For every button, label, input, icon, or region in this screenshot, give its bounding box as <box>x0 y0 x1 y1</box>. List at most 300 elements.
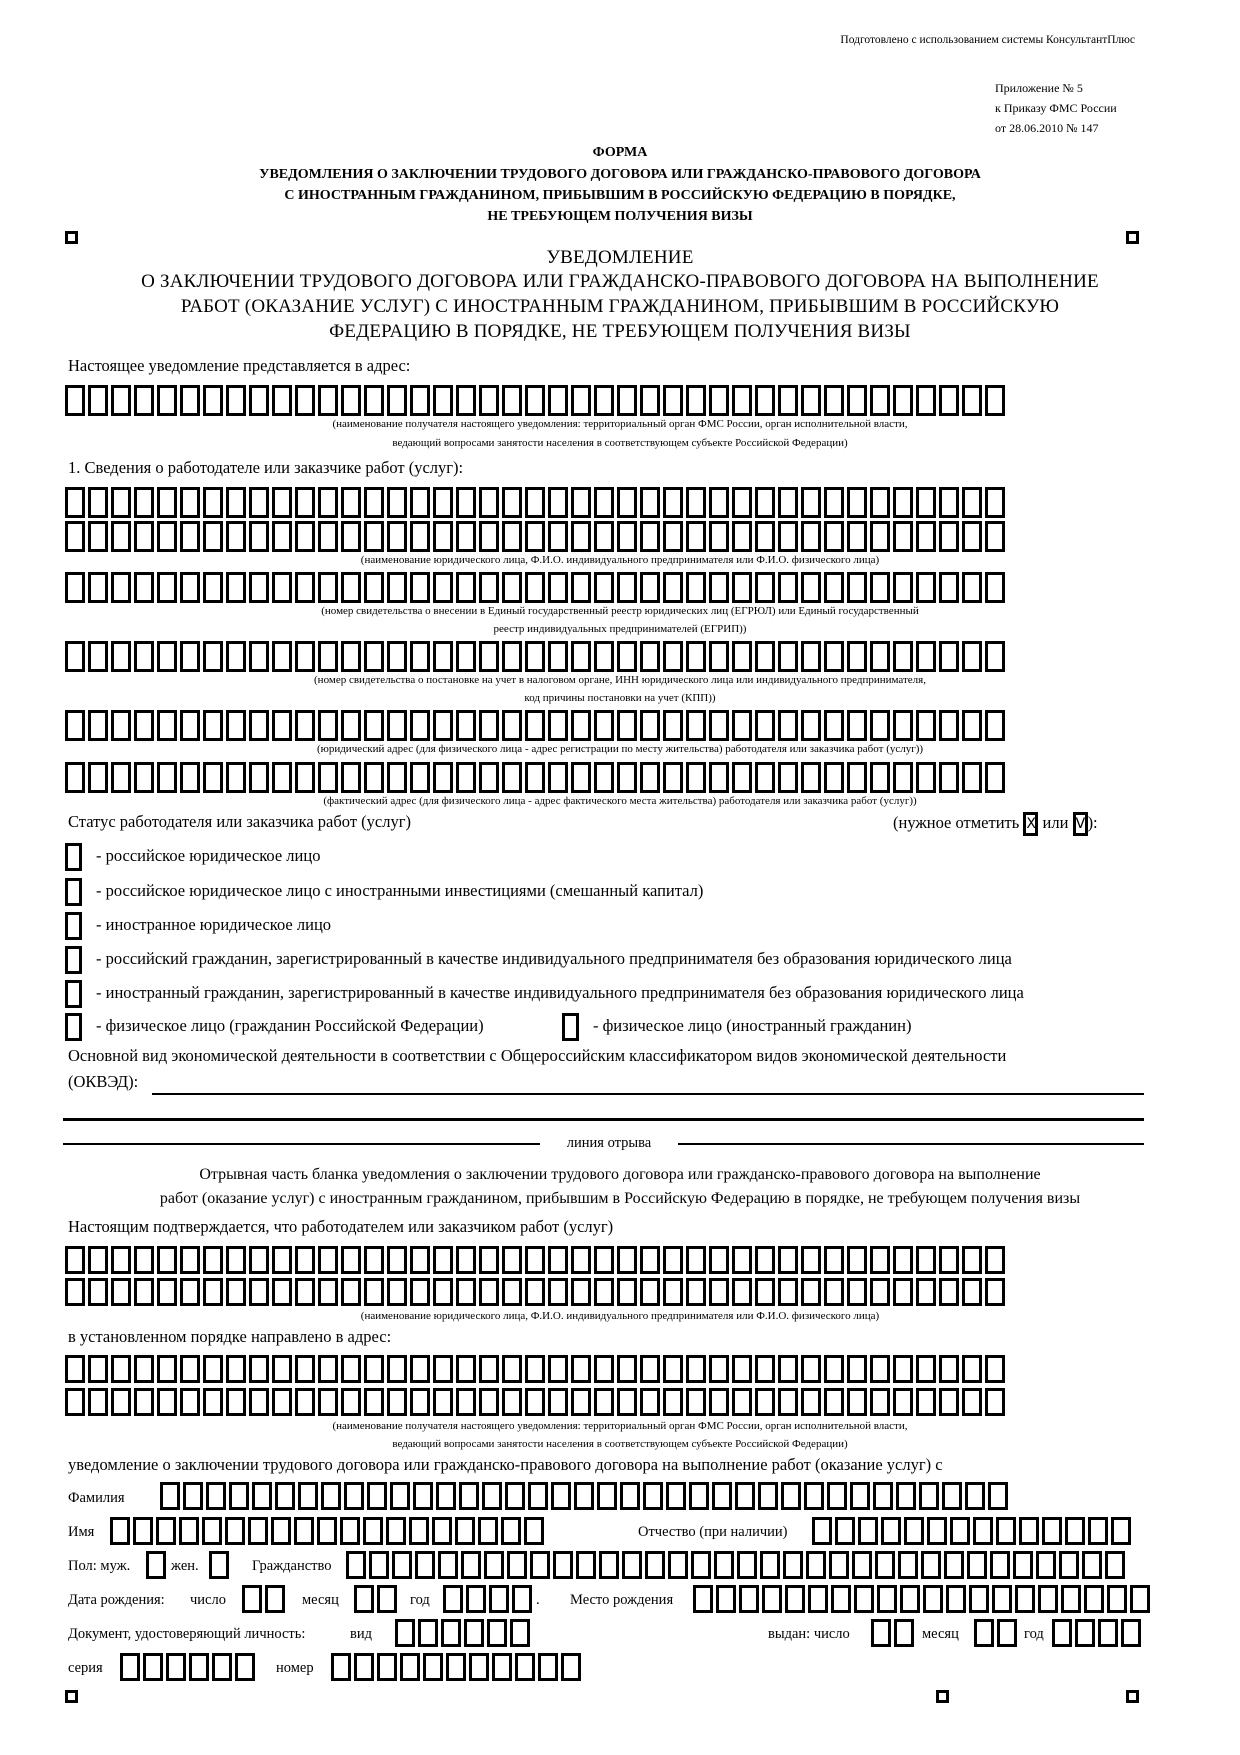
char-cell[interactable] <box>226 572 246 603</box>
char-cell[interactable] <box>709 385 729 416</box>
char-cell[interactable] <box>755 1278 775 1306</box>
char-cell[interactable] <box>939 487 959 518</box>
char-cell[interactable] <box>484 1551 504 1579</box>
char-cell[interactable] <box>88 710 108 741</box>
char-cell[interactable] <box>502 487 522 518</box>
char-cell[interactable] <box>318 641 338 672</box>
char-cell[interactable] <box>479 762 499 793</box>
char-cell[interactable] <box>594 487 614 518</box>
char-cell[interactable] <box>1038 1585 1058 1613</box>
char-cell[interactable] <box>525 385 545 416</box>
char-cell[interactable] <box>482 1482 502 1510</box>
char-cell[interactable] <box>962 1388 982 1416</box>
char-cell[interactable] <box>760 1551 780 1579</box>
char-cell[interactable] <box>686 1388 706 1416</box>
char-cell[interactable] <box>134 487 154 518</box>
char-cell[interactable] <box>507 1551 527 1579</box>
char-cell[interactable] <box>824 572 844 603</box>
char-cell[interactable] <box>479 487 499 518</box>
char-cell[interactable] <box>400 1653 420 1681</box>
char-cell[interactable] <box>179 1517 199 1545</box>
char-cell[interactable] <box>686 762 706 793</box>
char-cell[interactable] <box>110 1517 130 1545</box>
char-cell[interactable] <box>732 572 752 603</box>
char-cell[interactable] <box>364 710 384 741</box>
char-cell[interactable] <box>146 1551 166 1579</box>
employer-name-cells[interactable] <box>65 521 1008 552</box>
char-cell[interactable] <box>134 762 154 793</box>
char-cell[interactable] <box>870 1388 890 1416</box>
char-cell[interactable] <box>686 710 706 741</box>
char-cell[interactable] <box>847 1278 867 1306</box>
char-cell[interactable] <box>525 710 545 741</box>
char-cell[interactable] <box>203 385 223 416</box>
char-cell[interactable] <box>295 710 315 741</box>
char-cell[interactable] <box>732 641 752 672</box>
char-cell[interactable] <box>387 1355 407 1383</box>
char-cell[interactable] <box>317 1517 337 1545</box>
char-cell[interactable] <box>249 641 269 672</box>
char-cell[interactable] <box>900 1585 920 1613</box>
char-cell[interactable] <box>898 1551 918 1579</box>
char-cell[interactable] <box>344 1482 364 1510</box>
char-cell[interactable] <box>548 1388 568 1416</box>
char-cell[interactable] <box>410 385 430 416</box>
char-cell[interactable] <box>272 572 292 603</box>
char-cell[interactable] <box>548 385 568 416</box>
char-cell[interactable] <box>594 1246 614 1274</box>
char-cell[interactable] <box>436 1482 456 1510</box>
char-cell[interactable] <box>824 521 844 552</box>
char-cell[interactable] <box>620 1482 640 1510</box>
char-cell[interactable] <box>919 1482 939 1510</box>
surname-cells[interactable] <box>160 1482 1011 1510</box>
char-cell[interactable] <box>180 1388 200 1416</box>
char-cell[interactable] <box>456 487 476 518</box>
char-cell[interactable] <box>157 1355 177 1383</box>
char-cell[interactable] <box>386 1517 406 1545</box>
char-cell[interactable] <box>505 1482 525 1510</box>
char-cell[interactable] <box>548 1246 568 1274</box>
char-cell[interactable] <box>502 641 522 672</box>
char-cell[interactable] <box>88 1388 108 1416</box>
citizenship-cells[interactable] <box>346 1551 1128 1579</box>
char-cell[interactable] <box>663 1355 683 1383</box>
char-cell[interactable] <box>755 521 775 552</box>
char-cell[interactable] <box>65 1278 85 1306</box>
char-cell[interactable] <box>272 1355 292 1383</box>
birth-month-cells[interactable] <box>354 1585 400 1613</box>
char-cell[interactable] <box>341 641 361 672</box>
char-cell[interactable] <box>916 385 936 416</box>
char-cell[interactable] <box>962 1246 982 1274</box>
char-cell[interactable] <box>456 1355 476 1383</box>
char-cell[interactable] <box>111 487 131 518</box>
char-cell[interactable] <box>824 385 844 416</box>
char-cell[interactable] <box>387 487 407 518</box>
char-cell[interactable] <box>801 1355 821 1383</box>
char-cell[interactable] <box>732 1355 752 1383</box>
char-cell[interactable] <box>229 1482 249 1510</box>
char-cell[interactable] <box>502 762 522 793</box>
char-cell[interactable] <box>781 1482 801 1510</box>
char-cell[interactable] <box>65 1246 85 1274</box>
char-cell[interactable] <box>597 1482 617 1510</box>
char-cell[interactable] <box>478 1517 498 1545</box>
char-cell[interactable] <box>916 1355 936 1383</box>
char-cell[interactable] <box>1052 1619 1072 1647</box>
char-cell[interactable] <box>663 487 683 518</box>
char-cell[interactable] <box>364 1246 384 1274</box>
char-cell[interactable] <box>594 641 614 672</box>
char-cell[interactable] <box>456 572 476 603</box>
char-cell[interactable] <box>992 1585 1012 1613</box>
char-cell[interactable] <box>824 1278 844 1306</box>
char-cell[interactable] <box>180 385 200 416</box>
char-cell[interactable] <box>847 1388 867 1416</box>
char-cell[interactable] <box>778 710 798 741</box>
char-cell[interactable] <box>410 521 430 552</box>
char-cell[interactable] <box>829 1551 849 1579</box>
char-cell[interactable] <box>410 1355 430 1383</box>
char-cell[interactable] <box>847 1355 867 1383</box>
char-cell[interactable] <box>1065 1517 1085 1545</box>
char-cell[interactable] <box>272 762 292 793</box>
char-cell[interactable] <box>456 521 476 552</box>
char-cell[interactable] <box>340 1517 360 1545</box>
char-cell[interactable] <box>755 641 775 672</box>
char-cell[interactable] <box>709 762 729 793</box>
char-cell[interactable] <box>203 521 223 552</box>
char-cell[interactable] <box>847 385 867 416</box>
char-cell[interactable] <box>206 1482 226 1510</box>
employer-name-cells[interactable] <box>65 487 1008 518</box>
char-cell[interactable] <box>962 641 982 672</box>
char-cell[interactable] <box>997 1619 1017 1647</box>
char-cell[interactable] <box>1088 1517 1108 1545</box>
char-cell[interactable] <box>548 487 568 518</box>
char-cell[interactable] <box>893 572 913 603</box>
char-cell[interactable] <box>341 710 361 741</box>
char-cell[interactable] <box>410 487 430 518</box>
char-cell[interactable] <box>487 1619 507 1647</box>
char-cell[interactable] <box>640 1278 660 1306</box>
char-cell[interactable] <box>689 1482 709 1510</box>
char-cell[interactable] <box>594 1355 614 1383</box>
char-cell[interactable] <box>709 1246 729 1274</box>
char-cell[interactable] <box>272 641 292 672</box>
char-cell[interactable] <box>65 641 85 672</box>
char-cell[interactable] <box>479 641 499 672</box>
char-cell[interactable] <box>640 762 660 793</box>
char-cell[interactable] <box>847 762 867 793</box>
char-cell[interactable] <box>502 710 522 741</box>
char-cell[interactable] <box>571 1388 591 1416</box>
char-cell[interactable] <box>456 641 476 672</box>
char-cell[interactable] <box>120 1653 140 1681</box>
patronymic-cells[interactable] <box>812 1517 1134 1545</box>
char-cell[interactable] <box>387 762 407 793</box>
char-cell[interactable] <box>157 762 177 793</box>
char-cell[interactable] <box>1061 1585 1081 1613</box>
recipient-cells[interactable] <box>65 385 1008 416</box>
char-cell[interactable] <box>265 1585 285 1613</box>
char-cell[interactable] <box>785 1585 805 1613</box>
char-cell[interactable] <box>875 1551 895 1579</box>
char-cell[interactable] <box>346 1551 366 1579</box>
char-cell[interactable] <box>157 710 177 741</box>
char-cell[interactable] <box>617 487 637 518</box>
char-cell[interactable] <box>962 710 982 741</box>
char-cell[interactable] <box>479 1246 499 1274</box>
sex-female-cell[interactable] <box>209 1551 232 1579</box>
char-cell[interactable] <box>778 385 798 416</box>
char-cell[interactable] <box>939 1278 959 1306</box>
char-cell[interactable] <box>686 487 706 518</box>
char-cell[interactable] <box>433 710 453 741</box>
char-cell[interactable] <box>893 762 913 793</box>
char-cell[interactable] <box>364 641 384 672</box>
char-cell[interactable] <box>180 1278 200 1306</box>
char-cell[interactable] <box>893 710 913 741</box>
char-cell[interactable] <box>318 762 338 793</box>
char-cell[interactable] <box>433 762 453 793</box>
char-cell[interactable] <box>571 710 591 741</box>
char-cell[interactable] <box>272 487 292 518</box>
char-cell[interactable] <box>709 521 729 552</box>
char-cell[interactable] <box>180 710 200 741</box>
char-cell[interactable] <box>755 762 775 793</box>
char-cell[interactable] <box>363 1517 383 1545</box>
char-cell[interactable] <box>617 385 637 416</box>
char-cell[interactable] <box>157 487 177 518</box>
char-cell[interactable] <box>369 1551 389 1579</box>
char-cell[interactable] <box>111 710 131 741</box>
char-cell[interactable] <box>985 385 1005 416</box>
char-cell[interactable] <box>134 1355 154 1383</box>
char-cell[interactable] <box>295 1388 315 1416</box>
char-cell[interactable] <box>1107 1585 1127 1613</box>
char-cell[interactable] <box>858 1517 878 1545</box>
char-cell[interactable] <box>548 1278 568 1306</box>
char-cell[interactable] <box>942 1482 962 1510</box>
char-cell[interactable] <box>249 1278 269 1306</box>
char-cell[interactable] <box>180 641 200 672</box>
char-cell[interactable] <box>341 1246 361 1274</box>
char-cell[interactable] <box>962 385 982 416</box>
char-cell[interactable] <box>778 572 798 603</box>
char-cell[interactable] <box>318 521 338 552</box>
char-cell[interactable] <box>778 521 798 552</box>
char-cell[interactable] <box>916 1278 936 1306</box>
char-cell[interactable] <box>594 1388 614 1416</box>
char-cell[interactable] <box>479 572 499 603</box>
char-cell[interactable] <box>157 1278 177 1306</box>
char-cell[interactable] <box>946 1585 966 1613</box>
char-cell[interactable] <box>716 1585 736 1613</box>
char-cell[interactable] <box>755 1246 775 1274</box>
sex-male-cell[interactable] <box>146 1551 169 1579</box>
char-cell[interactable] <box>962 1278 982 1306</box>
char-cell[interactable] <box>870 1278 890 1306</box>
char-cell[interactable] <box>1042 1517 1062 1545</box>
char-cell[interactable] <box>134 1246 154 1274</box>
char-cell[interactable] <box>341 762 361 793</box>
char-cell[interactable] <box>111 385 131 416</box>
char-cell[interactable] <box>916 487 936 518</box>
char-cell[interactable] <box>143 1653 163 1681</box>
char-cell[interactable] <box>709 1388 729 1416</box>
char-cell[interactable] <box>364 487 384 518</box>
char-cell[interactable] <box>65 487 85 518</box>
char-cell[interactable] <box>973 1517 993 1545</box>
char-cell[interactable] <box>916 710 936 741</box>
char-cell[interactable] <box>203 762 223 793</box>
char-cell[interactable] <box>571 1355 591 1383</box>
char-cell[interactable] <box>778 1278 798 1306</box>
char-cell[interactable] <box>111 1278 131 1306</box>
char-cell[interactable] <box>755 487 775 518</box>
char-cell[interactable] <box>295 641 315 672</box>
char-cell[interactable] <box>111 1388 131 1416</box>
char-cell[interactable] <box>433 572 453 603</box>
char-cell[interactable] <box>640 710 660 741</box>
char-cell[interactable] <box>456 762 476 793</box>
char-cell[interactable] <box>686 641 706 672</box>
char-cell[interactable] <box>209 1551 229 1579</box>
char-cell[interactable] <box>663 641 683 672</box>
char-cell[interactable] <box>916 572 936 603</box>
egr-number-cells[interactable] <box>65 572 1008 603</box>
char-cell[interactable] <box>962 1355 982 1383</box>
name-cells[interactable] <box>110 1517 547 1545</box>
char-cell[interactable] <box>1036 1551 1056 1579</box>
char-cell[interactable] <box>939 1246 959 1274</box>
char-cell[interactable] <box>985 641 1005 672</box>
char-cell[interactable] <box>804 1482 824 1510</box>
char-cell[interactable] <box>617 1355 637 1383</box>
status-checkbox[interactable] <box>562 1013 579 1041</box>
char-cell[interactable] <box>996 1517 1016 1545</box>
char-cell[interactable] <box>617 1388 637 1416</box>
char-cell[interactable] <box>492 1653 512 1681</box>
legal-address-cells[interactable] <box>65 710 1008 741</box>
char-cell[interactable] <box>318 385 338 416</box>
char-cell[interactable] <box>134 572 154 603</box>
char-cell[interactable] <box>870 1246 890 1274</box>
char-cell[interactable] <box>904 1517 924 1545</box>
char-cell[interactable] <box>877 1585 897 1613</box>
char-cell[interactable] <box>962 521 982 552</box>
char-cell[interactable] <box>479 1355 499 1383</box>
char-cell[interactable] <box>778 1246 798 1274</box>
char-cell[interactable] <box>364 385 384 416</box>
char-cell[interactable] <box>387 1278 407 1306</box>
char-cell[interactable] <box>464 1619 484 1647</box>
tear-employer-cells[interactable] <box>65 1278 1008 1306</box>
char-cell[interactable] <box>663 710 683 741</box>
char-cell[interactable] <box>923 1585 943 1613</box>
char-cell[interactable] <box>854 1585 874 1613</box>
char-cell[interactable] <box>663 572 683 603</box>
char-cell[interactable] <box>456 1246 476 1274</box>
char-cell[interactable] <box>203 1278 223 1306</box>
char-cell[interactable] <box>202 1517 222 1545</box>
char-cell[interactable] <box>939 1355 959 1383</box>
char-cell[interactable] <box>571 521 591 552</box>
char-cell[interactable] <box>812 1517 832 1545</box>
char-cell[interactable] <box>571 385 591 416</box>
char-cell[interactable] <box>111 1355 131 1383</box>
char-cell[interactable] <box>617 572 637 603</box>
char-cell[interactable] <box>134 521 154 552</box>
char-cell[interactable] <box>226 762 246 793</box>
char-cell[interactable] <box>808 1585 828 1613</box>
char-cell[interactable] <box>553 1551 573 1579</box>
char-cell[interactable] <box>939 710 959 741</box>
char-cell[interactable] <box>242 1585 262 1613</box>
char-cell[interactable] <box>1075 1619 1095 1647</box>
char-cell[interactable] <box>157 1388 177 1416</box>
char-cell[interactable] <box>249 572 269 603</box>
char-cell[interactable] <box>501 1517 521 1545</box>
char-cell[interactable] <box>617 710 637 741</box>
char-cell[interactable] <box>758 1482 778 1510</box>
char-cell[interactable] <box>189 1653 209 1681</box>
char-cell[interactable] <box>847 710 867 741</box>
char-cell[interactable] <box>896 1482 916 1510</box>
char-cell[interactable] <box>410 1246 430 1274</box>
char-cell[interactable] <box>525 1278 545 1306</box>
char-cell[interactable] <box>441 1619 461 1647</box>
char-cell[interactable] <box>354 1585 374 1613</box>
char-cell[interactable] <box>341 1278 361 1306</box>
char-cell[interactable] <box>249 487 269 518</box>
tear-recipient-cells[interactable] <box>65 1388 1008 1416</box>
char-cell[interactable] <box>709 641 729 672</box>
char-cell[interactable] <box>134 1388 154 1416</box>
char-cell[interactable] <box>709 1355 729 1383</box>
char-cell[interactable] <box>663 762 683 793</box>
char-cell[interactable] <box>180 487 200 518</box>
char-cell[interactable] <box>594 762 614 793</box>
char-cell[interactable] <box>387 1388 407 1416</box>
char-cell[interactable] <box>663 1388 683 1416</box>
char-cell[interactable] <box>801 572 821 603</box>
char-cell[interactable] <box>295 1278 315 1306</box>
char-cell[interactable] <box>824 1355 844 1383</box>
char-cell[interactable] <box>525 1388 545 1416</box>
char-cell[interactable] <box>432 1517 452 1545</box>
char-cell[interactable] <box>433 1355 453 1383</box>
char-cell[interactable] <box>272 521 292 552</box>
char-cell[interactable] <box>272 385 292 416</box>
char-cell[interactable] <box>985 1355 1005 1383</box>
char-cell[interactable] <box>985 521 1005 552</box>
char-cell[interactable] <box>801 1278 821 1306</box>
char-cell[interactable] <box>395 1619 415 1647</box>
char-cell[interactable] <box>226 1355 246 1383</box>
char-cell[interactable] <box>88 487 108 518</box>
char-cell[interactable] <box>318 572 338 603</box>
char-cell[interactable] <box>778 487 798 518</box>
okved-input-line[interactable] <box>152 1093 1144 1095</box>
birth-year-cells[interactable] <box>443 1585 535 1613</box>
char-cell[interactable] <box>226 710 246 741</box>
char-cell[interactable] <box>295 572 315 603</box>
char-cell[interactable] <box>871 1619 891 1647</box>
char-cell[interactable] <box>461 1551 481 1579</box>
